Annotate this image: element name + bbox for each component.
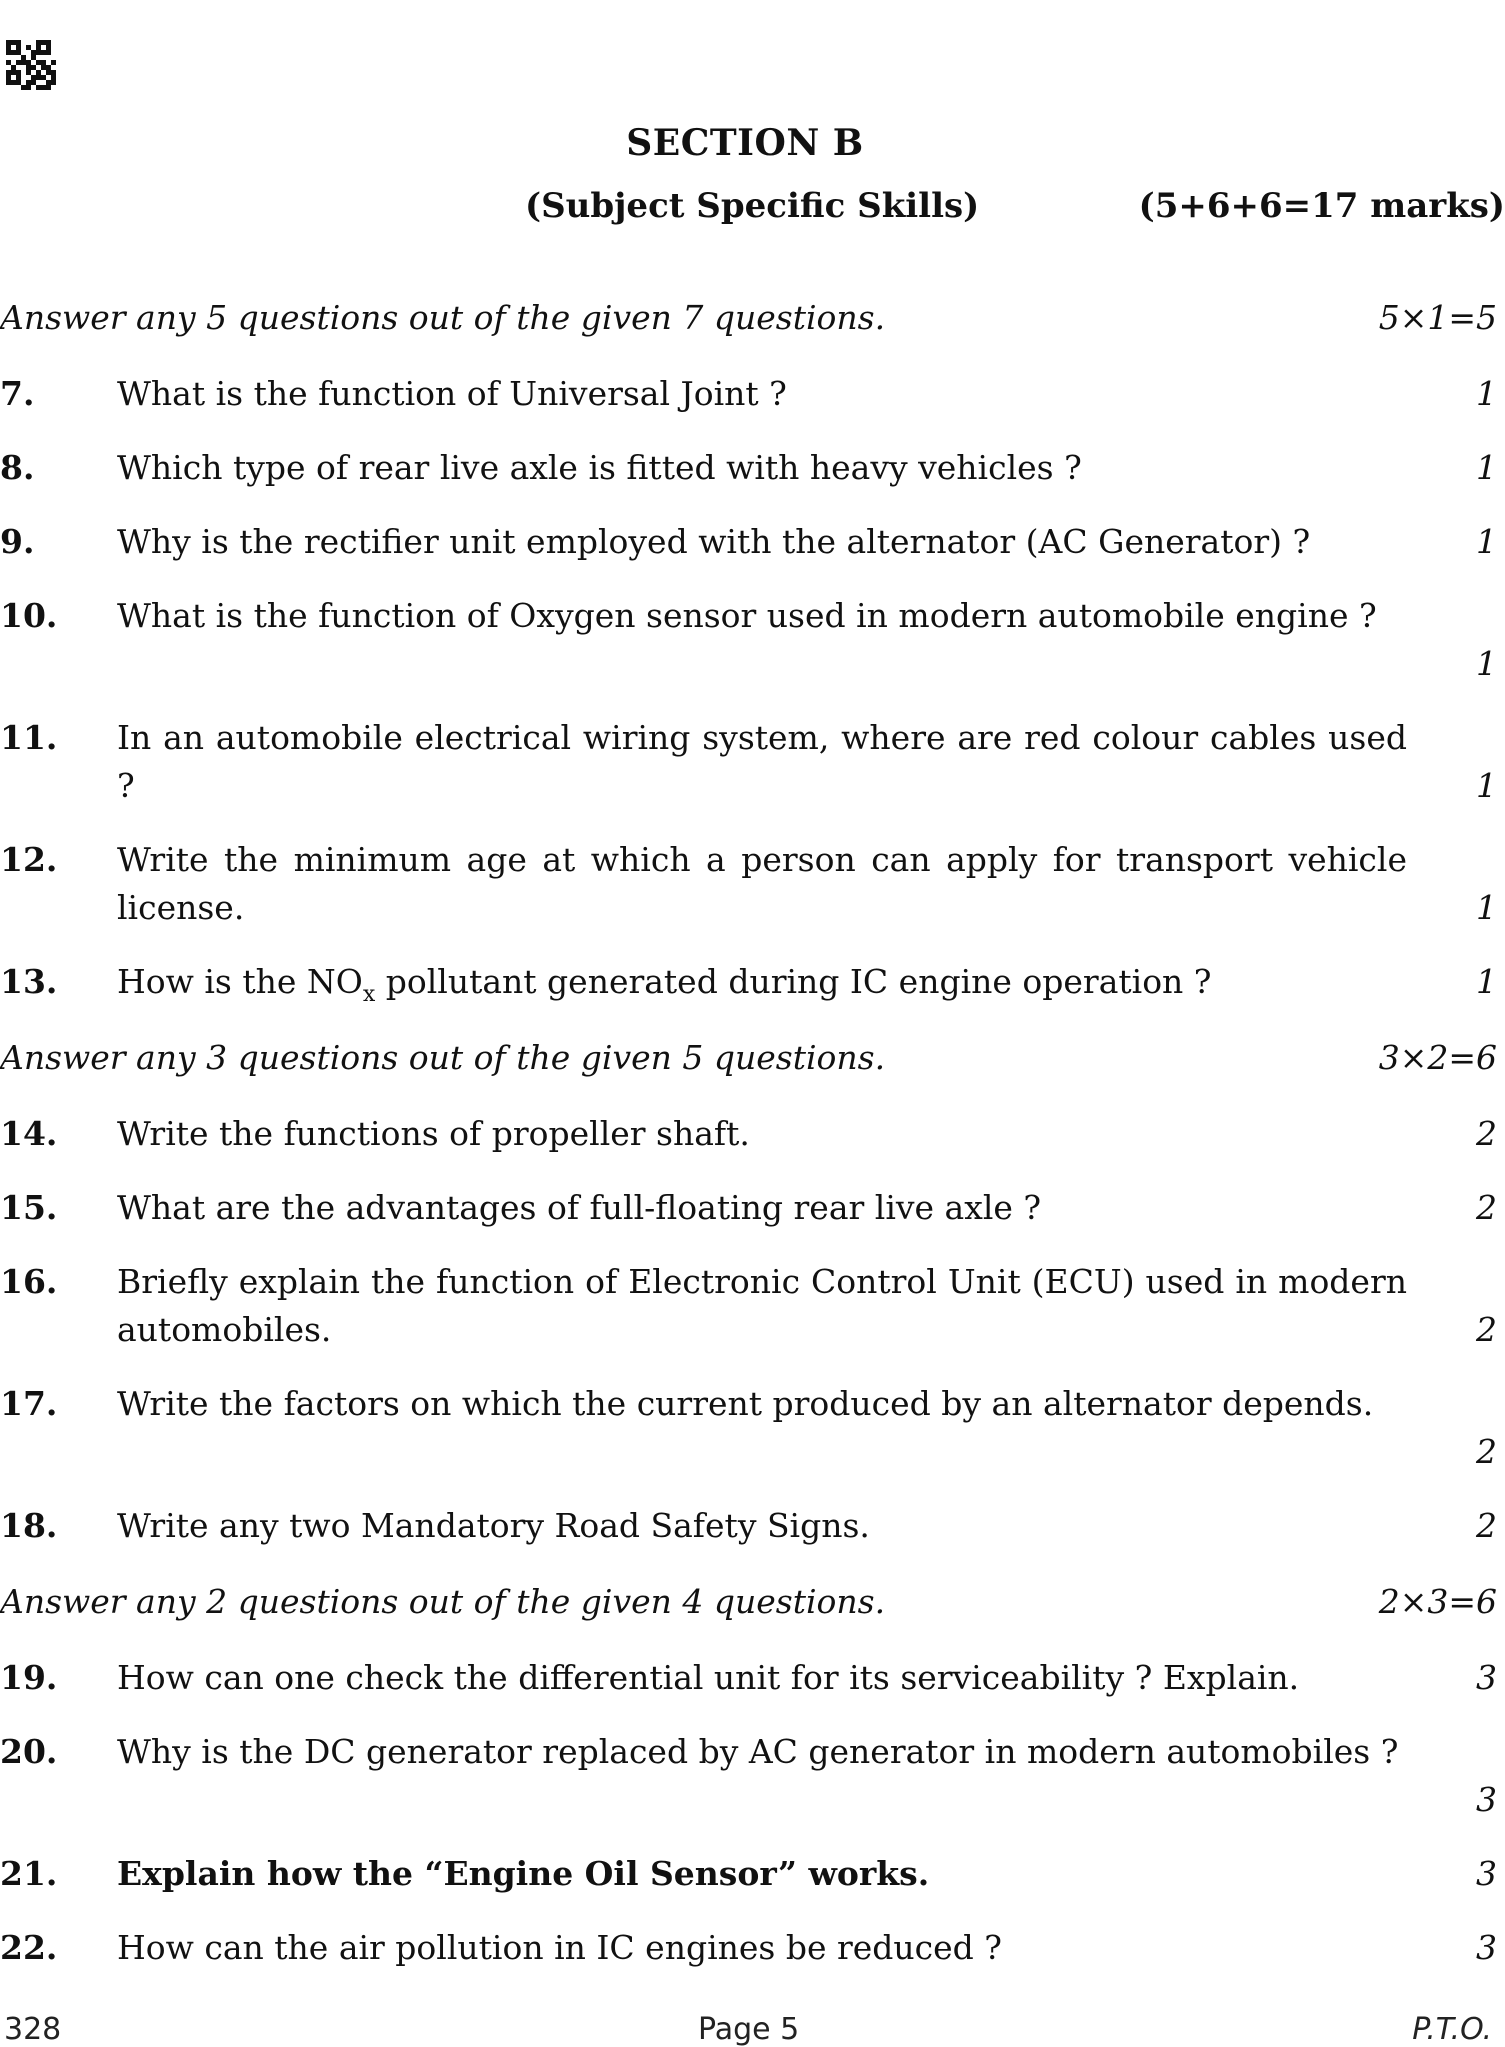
- question-number: 13.: [0, 962, 58, 1001]
- subscript: x: [362, 982, 376, 1007]
- question-text: Write the functions of propeller shaft.: [117, 1114, 750, 1153]
- question-marks: 3: [1476, 1854, 1497, 1893]
- question-number: 7.: [0, 374, 35, 413]
- question-text: Write the minimum age at which a person can apply for transport vehicle license.: [117, 840, 1407, 927]
- section-title: SECTION B: [626, 122, 864, 164]
- question-marks: 3: [1476, 1928, 1497, 1967]
- question-text: How can one check the differential unit for its serviceability ? Explain.: [117, 1658, 1300, 1697]
- question-text: [117, 958, 1407, 1019]
- section-total-marks: (5+6+6=17 marks): [1138, 186, 1505, 226]
- question-number: 19.: [0, 1658, 58, 1697]
- page-number: Page 5: [698, 2012, 800, 2047]
- instruction-text: Answer any 3 questions out of the given 5 questions.: [0, 1038, 886, 1077]
- question-number: 10.: [0, 596, 58, 635]
- question-text: Write the factors on which the current produced by an alternator depends.: [117, 1384, 1374, 1423]
- question-text: Why is the DC generator replaced by AC generator in modern automobiles ?: [117, 1732, 1399, 1771]
- question-number: 22.: [0, 1928, 58, 1967]
- question-marks: 2: [1476, 1432, 1497, 1471]
- question-marks: 1: [1476, 644, 1497, 683]
- question-number: 8.: [0, 448, 35, 487]
- marks-allocation: 3×2=6: [1378, 1038, 1497, 1077]
- question-number: 11.: [0, 718, 58, 757]
- question-number: 15.: [0, 1188, 58, 1227]
- question-marks: 3: [1476, 1658, 1497, 1697]
- question-text-part: How is the NO: [117, 962, 363, 1001]
- group-instruction: [0, 1038, 1497, 1077]
- question-number: 9.: [0, 522, 35, 561]
- question-number: 20.: [0, 1732, 58, 1771]
- question-text: Which type of rear live axle is fitted with heavy vehicles ?: [117, 448, 1082, 487]
- question-number: 17.: [0, 1384, 58, 1423]
- question-marks: 1: [1476, 888, 1497, 927]
- question-text: Write any two Mandatory Road Safety Signs.: [117, 1506, 870, 1545]
- question-marks: 1: [1476, 962, 1497, 1001]
- question-text: What is the function of Oxygen sensor used in modern automobile engine ?: [117, 596, 1377, 635]
- question-text-part: pollutant generated during IC engine operation ?: [375, 962, 1212, 1001]
- qr-code-icon: [6, 40, 56, 90]
- question-number: 14.: [0, 1114, 58, 1153]
- instruction-text: Answer any 2 questions out of the given 4 questions.: [0, 1582, 886, 1621]
- question-marks: 2: [1476, 1506, 1497, 1545]
- question-text: Explain how the “Engine Oil Sensor” works.: [117, 1854, 930, 1893]
- marks-allocation: 5×1=5: [1378, 298, 1497, 337]
- instruction-text: Answer any 5 questions out of the given 7 questions.: [0, 298, 886, 337]
- paper-code: 328: [4, 2012, 62, 2047]
- question-text: Why is the rectifier unit employed with the alternator (AC Generator) ?: [117, 522, 1311, 561]
- question-marks: 2: [1476, 1114, 1497, 1153]
- question-marks: 1: [1476, 522, 1497, 561]
- question-marks: 1: [1476, 766, 1497, 805]
- pto-label: P.T.O.: [1412, 2012, 1492, 2047]
- group-instruction: [0, 1582, 1497, 1621]
- question-marks: 2: [1476, 1188, 1497, 1227]
- question-number: 16.: [0, 1262, 58, 1301]
- question-number: 18.: [0, 1506, 58, 1545]
- question-text: How can the air pollution in IC engines be reduced ?: [117, 1928, 1002, 1967]
- question-number: 12.: [0, 840, 58, 879]
- question-text: In an automobile electrical wiring system, where are red colour cables used ?: [117, 718, 1407, 805]
- question-marks: 2: [1476, 1310, 1497, 1349]
- marks-allocation: 2×3=6: [1378, 1582, 1497, 1621]
- question-text: What are the advantages of full-floating rear live axle ?: [117, 1188, 1042, 1227]
- question-number: 21.: [0, 1854, 58, 1893]
- question-text: Briefly explain the function of Electronic Control Unit (ECU) used in modern automobiles.: [117, 1262, 1407, 1349]
- question-marks: 3: [1476, 1780, 1497, 1819]
- group-instruction: [0, 298, 1497, 337]
- question-text: What is the function of Universal Joint ?: [117, 374, 787, 413]
- question-marks: 1: [1476, 374, 1497, 413]
- question-marks: 1: [1476, 448, 1497, 487]
- section-subtitle: (Subject Specific Skills): [525, 186, 980, 226]
